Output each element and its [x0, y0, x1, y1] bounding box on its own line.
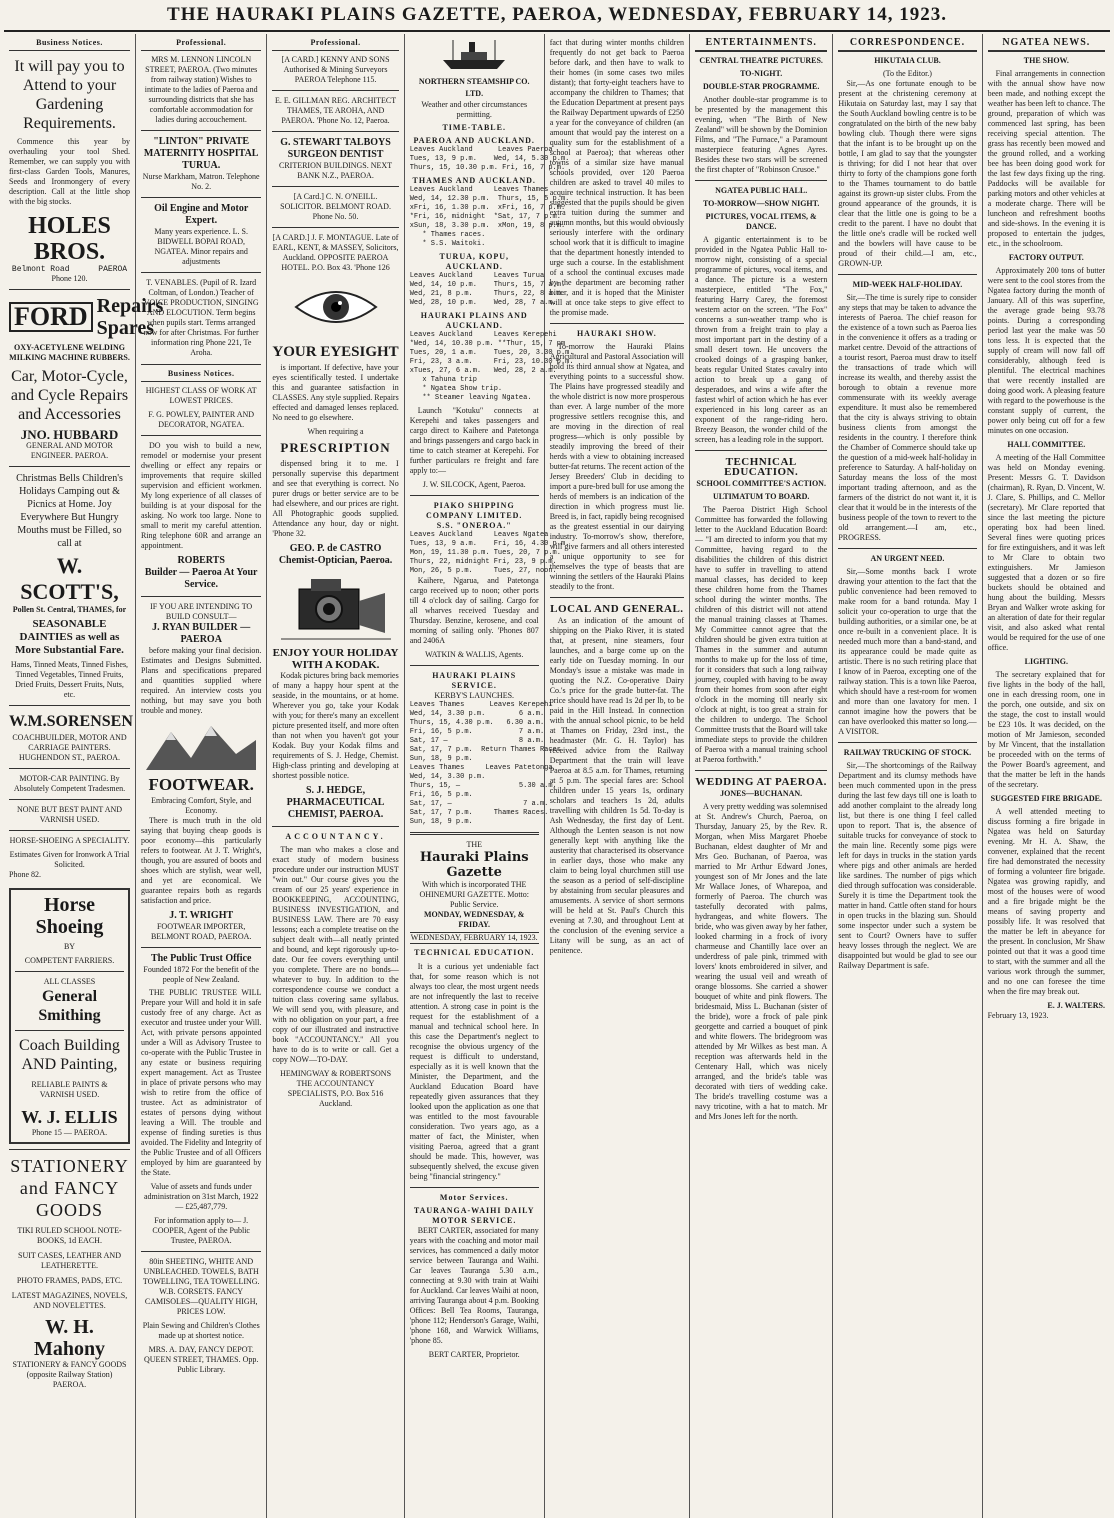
oneroa-rows: [409, 531, 570, 576]
steamship-company: NORTHERN STEAMSHIP CO. LTD.: [418, 77, 530, 98]
show-night: TO-MORROW—SHOW NIGHT.: [702, 199, 820, 208]
urgent-need-body: Sir,—Some months back I wrote drawing your attention to the fact that the public convenience had been removed to make room for a band rotunda. May I solicit your co-operation to urge that the building authorities, or a similar one, be at once re-built in a convenient place. It is needed much more than a band-stand, and its appearance could be made quite as artistic. There is no such retiring place that I know of in Paeroa, excepting one of the railway station. This is a town like Paeroa, which should have a rest-room for women and more than one lavatory for men. I cannot imagine how the powers that be can have overlooked this matter so long.—A VISITOR.: [838, 567, 977, 736]
route3-rows: [409, 272, 566, 308]
hikutaia-club-body: Sir,—As one fortunate enough to be present at the christening ceremony at Hikutaia on Saturday last, may I say that the South Auckland bowling centre is to be congratulated on the birth of the new baby bowling club. Though there were signs that the infant is to be brought up on the bottle, I am glad to say that the youngster is thriving; for did I not hear that over thirty to forty of the champions gone forth to the Thames tournament to do battle against its grown-up sister clubs. From the ground appearance of the grounds, it is clear that the little one is going to be a credit to the parent. I have no doubt that the little one's cradle will be rocked well and the bowlers will have cause to be proud of their child.—I am, etc., GROWN-UP.: [838, 79, 977, 268]
ryan-intro: IF YOU ARE INTENDING TO BUILD CONSULT—: [150, 602, 253, 621]
ellis-name: W. J. ELLIS: [21, 1107, 118, 1127]
divider: [141, 272, 261, 273]
committee-action: SCHOOL COMMITTEE'S ACTION.: [696, 479, 826, 488]
holes-bros-phone: Phone 120.: [51, 274, 88, 283]
footwear-body: There is much truth in the old saying that buying cheap goods is poor economy—this particularly refers to footwear. At J. T. Wright's, though, you are assured of boots and shoes which are stylish, wear well, and yet are economical. We guarantee repairs both as regards satisfaction and price.: [141, 816, 262, 905]
divider: [9, 705, 130, 706]
timetable-row: Mon, 19, 11.30 p.m. Tues, 20, 7 p.m.: [409, 549, 561, 557]
divider: [838, 742, 976, 743]
timetable-row: Wed, 14, 3.30 p.m. 6 a.m.: [409, 710, 545, 718]
scott-seasonable: SEASONABLE DAINTIES as well as More Substantial Fare.: [15, 618, 124, 656]
gazette-nameplate: Hauraki Plains Gazette: [419, 850, 529, 880]
timetable-row: xFri, 16, 1.30 p.m. xFri, 16, 7 p.m.: [409, 204, 566, 212]
lighting-title: LIGHTING.: [1024, 657, 1068, 666]
divider: [141, 947, 261, 948]
divider: [141, 1251, 261, 1252]
hedge-name: S. J. HEDGE, PHARMACEUTICAL CHEMIST, PAEROA.: [286, 785, 385, 820]
half-holiday-title: MID-WEEK HALF-HOLIDAY.: [852, 280, 963, 289]
divider: [141, 130, 261, 131]
divider: [272, 186, 398, 187]
divider: [9, 799, 130, 800]
dateline: February 13, 1923.: [987, 1011, 1049, 1020]
steamship-icon: [439, 38, 509, 72]
ellis-ad: [9, 888, 130, 1144]
timetable-row: Fri, 16, 5 p.m.: [409, 791, 473, 799]
scott-hams: Hams, Tinned Meats, Tinned Fishes, Tinned Vegetables, Tinned Fruits, Dried Fruits, Dessert Fruits, Nuts, etc.: [10, 660, 129, 699]
pictures-body: A gigantic entertainment is to be provided in the Ngatea Public Hall to-morrow night, consisting of a special programme of pictures, vocal items, and a dance. The picture is a western masterpiece, entitled "The Fox," featuring Harry Carey, the foremost western actor on the screen. "The Fox" concerns a sun-weather tramp who is thrown from a freight train to play a most important part in the destiny of a small desert town. He uncovers the crooked doings of a grasping banker, beats regular United States cavalry into action to break up a gang of desperadoes, and wins a wife after the fastest whirl of action which he has ever experienced in his long career as an exponent of the range-riding hero. Breezy Beason, the wonder child of the screen, has a leading role in the support.: [695, 235, 828, 444]
carter-proprietor: BERT CARTER, Proprietor.: [428, 1350, 520, 1359]
signature: E. J. WALTERS.: [1047, 1001, 1105, 1010]
gazette-date: WEDNESDAY, FEBRUARY 14, 1923.: [410, 933, 538, 942]
footwear-sub: Embracing Comfort, Style, and Economy.: [151, 796, 252, 815]
timetable-row: *Fri, 16, midnight *Sat, 17, 7 p.m.: [409, 213, 561, 221]
general-smithing: General Smithing: [38, 988, 101, 1024]
eye-icon: [291, 277, 381, 337]
column-professional-2: [267, 34, 404, 1518]
roberts-builder: Builder — Paeroa At Your Service.: [144, 567, 258, 590]
route4-rows: [409, 331, 574, 403]
divider: [838, 548, 976, 549]
accountancy-body: The man who makes a close and exact study of modern business procedure under our instruction MUST "win out." Our course gives you the cream of our 25 years' experience in BOOKKEEPING, ACCOUNTING, BUSINESS INVESTIGATION, and BUSINESS LAW. There are 70 easy lessons; each a complete treatise on the subject dealt with—all neatly printed and bound, and kept rigorously up-to-date. Our fee covers everything until you complete. There are no bonds—whatever to buy. In addition to the correspondence course we conduct a tuition class covering same syllabus. We will send you, with pleasure, and with no obligation on your part, a free copy of our illustrated and instructive book "ACCOUNTANCY." All you have to do is to write or call. Get a copy NOW—TO-DAY.: [272, 845, 399, 1064]
to-editor: (To the Editor.): [882, 69, 932, 78]
ford-logo: FORD: [9, 302, 93, 332]
ryan-body: before making your final decision. Estimates and Designs Submitted. Plans and specifications prepared and quantities supplied where required. An interview costs you nothing, but may save you both trouble and money.: [141, 646, 262, 715]
route-thames-auckland: THAMES AND AUCKLAND.: [412, 176, 536, 185]
ironwork: Estimates Given for Ironwork A Trial Solicited.: [9, 850, 130, 869]
mahony-name: W. H. Mahony: [33, 1316, 106, 1360]
mountain-scene-icon: [146, 720, 256, 770]
gazette-days: MONDAY, WEDNESDAY, & FRIDAY.: [423, 910, 525, 929]
correspondence-header: CORRESPONDENCE.: [838, 38, 976, 52]
divider: [695, 180, 827, 181]
kodak-illustration: [272, 571, 398, 643]
fire-brigade-body: A well attended meeting to discuss forming a fire brigade in Ngatea was held on Saturday evening. Mr H. A. Shaw, the convener, explained that the recent fire had demonstrated the necessity of forming a volunteer fire brigade. Ngatea was growing rapidly, and most of the houses were of wood and a fire brigade might be the means of saving property and possibly life. It was resolved that the matter be left in abeyance for the present. In conclusion, Mr Shaw pointed out that it was a good time to start, with the summer and all the various work through the summer, and no one can foresee the time when the fire may break out.: [987, 807, 1105, 996]
bidwell-ad: Many years experience. L. S. BIDWELL BOPAI ROAD, NGATEA. Minor repairs and adjustments: [154, 227, 248, 266]
factory-output-body: Approximately 200 tons of butter were sent to the cool stores from the Ngatea factory during the month of January. All of this was superfine, the average grade being 93.78 points. During a corresponding period last year the make was 50 tons less. It is expected that the supply of cream will now fall off considerably, although feed is plentiful. The electrical machines that were recently installed are doing good work. A pleasing feature with regard to the powerhouse is the constant supply of current, the power only being cut off for a few minutes on one occasion.: [987, 266, 1105, 435]
timetable-row: Sat, 17 — 8 a.m.: [409, 737, 545, 745]
kerby-rows: [409, 701, 561, 827]
editorial-body: It is a curious yet undeniable fact that, for some reason which is not always too clear, the most urgent needs are not infrequently the last to receive attention. A strong case in point is the request for the establishment of a manual and technical school here. In this case the Department's neglect to recognise the obvious urgency of the request is difficult to understand, especially as it is well known that the Minister, the Department, and the Auckland Education Board have repeatedly given assurances that they looked upon the application as one that was entitled to the most favourable consideration. Two years ago, as a matter of fact, the Minister, when visiting Paeroa, agreed that a grant should be made. This, however, was subsequently shelved, the excuse given being "financial stringency.": [409, 962, 539, 1181]
divider: [9, 289, 130, 290]
wright-sub: FOOTWEAR IMPORTER, BELMONT ROAD, PAEROA.: [150, 922, 252, 941]
garden-promo-body: Commence this year by overhauling your tool Shed. Remember, we can supply you with first-class Garden Tools, Manures, Seeds and Ironmongery of every description. Call at the little shop with the big stocks.: [9, 137, 130, 206]
hauraki-show-body: To-morrow the Hauraki Plains Agricultural and Pastoral Association will hold its third annual show at Ngatea, and everything points to a successful show. The Plains have progressed steadily and the whole district is now more prosperous than ever. A large number of the more progressive settlers recognise this, and are moving in the direction of real progress—which is only possible by steadily improving the breed of their herds with a view to obtaining increased butter-fat returns. The recent action of the Jersey Breeders' Club in deciding to import a pure-bred bull for use among the herds of members is an indication of the direction in which progress must lie. Breed is, in fact, rapidly being recognised as the greatest essential in our dairying industry. To-morrow's show, therefore, will give farmers and all others interested a unique opportunity to see for themselves the type of beasts that are winning the settlers of the Hauraki Plains steadily to the front.: [549, 342, 685, 591]
masthead: THE HAURAKI PLAINS GAZETTE, PAEROA, WEDNESDAY, FEBRUARY 14, 1923.: [4, 0, 1110, 32]
route2-rows: [409, 186, 570, 249]
timetable-row: Fri, 16, 5 p.m. 7 a.m.: [409, 728, 545, 736]
divider: [550, 323, 684, 324]
montague-ad: [A CARD.] J. F. MONTAGUE. Late of EARL, KENT, & MASSEY, Solicitors, Auckland. OPPOSITE PAEROA HOTEL. P.O. Box 43. 'Phone 126: [272, 233, 399, 272]
oxy-welding: OXY-ACETYLENE WELDING MILKING MACHINE RUBBERS.: [9, 343, 130, 362]
hauraki-show-title: HAURAKI SHOW.: [576, 329, 657, 338]
route1-rows: [409, 146, 570, 173]
timetable-row: Thurs, 22, midnight Fri, 23, 9 p.m.: [409, 558, 557, 566]
tonight-label: TO-NIGHT.: [740, 69, 783, 78]
timetable-row: Sun, 18, 9 p.m.: [409, 818, 473, 826]
timetable-row: Leaves Thames Leaves Kerepehi: [409, 701, 553, 709]
section-header: Business Notices.: [9, 34, 130, 51]
kodak-body: Kodak pictures bring back memories of many a happy hour spent at the seaside, in the mountains, or at home. Wherever you go, take your Kodak with you; for there's many an excellent picture presented itself, and more often than not when you haven't got your Kodak. Buy your Kodak films and requirements of S. J. Hedge, Chemist. High-class printing and developing at shortest possible notice.: [272, 671, 399, 780]
tauranga-body: BERT CARTER, associated for many years with the coaching and motor mail services, has commenced a daily motor service between Tauranga and Waihi. Car leaves Tauranga 5.30 a.m., connecting at 9.30 with train at Waihi for Auckland. Car leaves Waihi at noon, arriving Tauranga about 4 p.m. Booking Offices: Bell Tea Rooms, Tauranga, 'phone 112; Henderson's Garage, Waihi, 'phone 168, and Warwick Williams, 'phone 85.: [409, 1226, 539, 1345]
footwear-illustration: [141, 720, 261, 770]
hall-committee-body: A meeting of the Hall Committee was held on Monday evening. Present: Messrs G. T. Davidson (chairman), R. Ryan, D. Vincent, W. J. Clare, S. Phillips, and C. Mellor (secretary). Mr Clare reported that since the last meeting the picture operating box had been lined. Several fines were quoting prices for fire extinguishers, and it was left to Mr Clare to obtain two extinguishers. Mr Jamieson suggested that a dozen or so fire buckets should be obtained and hung about the building. Messrs Bryan and Walker wrote asking for an alteration of date for their regular visit, and also asked what rental would be required for the use of one office.: [987, 453, 1105, 652]
oneroa-title: S.S. "ONEROA.": [436, 521, 512, 530]
criterion-buildings: CRITERION BUILDINGS. NEXT BANK N.Z., PAEROA.: [278, 161, 393, 180]
eyesight-body: is important. If defective, have your eyes scientifically tested. I undertake this and guarantee satisfaction in CLASSES. Any style supplied. Repairs effected and damaged lenses replaced. No need to go elsewhere.: [272, 363, 399, 422]
timetable-row: Leaves Auckland Leaves Turua: [409, 272, 545, 280]
divider: [695, 450, 827, 451]
accountancy-title: ACCOUNTANCY.: [285, 832, 386, 841]
competent-farriers: COMPETENT FARRIERS.: [24, 956, 115, 965]
timetable-row: x Tahuna trip: [409, 376, 477, 384]
timetable-row: Thurs, 15, 4.30 p.m. 6.30 a.m.: [409, 719, 545, 727]
day-ad: MRS. A. DAY, FANCY DEPOT. QUEEN STREET, THAMES. Opp. Public Library.: [144, 1345, 259, 1374]
ford-spares: Spares: [96, 317, 155, 339]
public-trust-title: The Public Trust Office: [150, 953, 252, 964]
double-star-title: DOUBLE-STAR PROGRAMME.: [703, 82, 820, 91]
linton-sub: Nurse Markham, Matron. Telephone No. 2.: [142, 172, 260, 191]
holes-bros-name: HOLES BROS.: [28, 213, 111, 265]
reliable-paints: RELIABLE PAINTS & VARNISH USED.: [31, 1080, 108, 1099]
oil-engine-title: Oil Engine and Motor Expert.: [154, 203, 249, 226]
motor-services-header: Motor Services.: [439, 1193, 509, 1202]
phone-82: Phone 82.: [9, 870, 41, 879]
timetable-row: Wed, 14, 12.30 p.m. Thurs, 15, 5 p.m.: [409, 195, 570, 203]
powley-ad: F. G. POWLEY, PAINTER AND DECORATOR, NGATEA.: [148, 410, 255, 429]
route-paeroa-auckland: PAEROA AND AUCKLAND.: [413, 136, 535, 145]
column-professional: [136, 34, 267, 1518]
timetable-row: *Wed, 14, 10.30 p.m. **Thur, 15, 7 pm: [409, 340, 566, 348]
prescription-title: PRESCRIPTION: [280, 440, 391, 455]
footwear-title: FOOTWEAR.: [148, 775, 254, 794]
camera-icon: [281, 571, 391, 643]
timetable-row: Leaves Auckland Leaves Thames: [409, 186, 549, 194]
divider: [15, 971, 124, 972]
railway-trucking-title: RAILWAY TRUCKING OF STOCK.: [843, 748, 972, 757]
divider: [410, 665, 539, 666]
divider: [15, 1030, 124, 1031]
timetable-row: ** Steamer leaving Ngatea.: [409, 394, 532, 402]
divider: [9, 768, 130, 769]
eyesight-title: YOUR EYESIGHT: [272, 344, 399, 360]
timetable-row: Sat, 17, 7 p.m. Thames Races.: [409, 809, 549, 817]
divider: [410, 495, 539, 496]
sheeting-ad: 80in SHEETING, WHITE AND UNBLEACHED. TOWELS, BATH TOWELLING, TEA TOWELLING. W.B. CORSETS. FANCY CAMISOLES—QUALITY HIGH, PRICES LOW.: [142, 1257, 260, 1316]
divider: [141, 596, 261, 597]
divider: [9, 466, 130, 467]
column-correspondence: [833, 34, 982, 1518]
section-header: Business Notices.: [141, 364, 261, 382]
kodak-title: ENJOY YOUR HOLIDAY WITH A KODAK.: [272, 647, 399, 671]
launch-note: Launch "Kotuku" connects at Kerepehi and takes passengers and cargo direct to Kaihere and Patetonga and brings passengers and cargo back in time to catch steamer at Kerepehi. For further particulars re freight and fare apply to:—: [409, 406, 539, 475]
by-label: BY: [63, 942, 76, 951]
timetable-row: Fri, 23, 3 a.m. Fri, 23, 10.30 p.m.: [409, 358, 574, 366]
timetable-row: * Ngatea Show trip.: [409, 385, 503, 393]
gazette-sub: With which is incorporated THE OHINEMURI GAZETTE. Motto: Public Service.: [419, 880, 529, 909]
latest-magazines: LATEST MAGAZINES, NOVELS, AND NOVELETTES.: [11, 1291, 128, 1310]
divider: [272, 131, 398, 132]
public-trust-body: THE PUBLIC TRUSTEE WILL Prepare your Will and hold it in safe custody free of any charge. Act as executor and trustee under your Will. Act, with private persons appointed under a Will as Advisory Trustee to co-operate with the Public Trustee in any estate or business requiring expert management. Act as Trustee in place of private persons who may wish to retire from the office of trustee. Act as administrator of estates of persons dying without leaving a Will. The trouble and expense of finding sureties is thus avoided. The Fidelity and Integrity of the Public Trustee and of all Officers employed by him are guaranteed by the State.: [141, 988, 262, 1177]
timetable-title: TIME-TABLE.: [442, 123, 506, 132]
wedding-title: WEDDING AT PAEROA.: [695, 776, 827, 788]
divider: [272, 826, 398, 827]
column-business-notices: [4, 34, 164, 1518]
kenny-ad: [A CARD.] KENNY AND SONS Authorised & Mining Surveyors PAEROA Telephone 115.: [281, 55, 390, 84]
sorensen-name: W.M.SORENSEN: [9, 713, 133, 730]
coach-building: Coach Building AND Painting,: [19, 1037, 120, 1073]
plain-sewing: Plain Sewing and Children's Clothes made up at shortest notice.: [142, 1321, 260, 1340]
ship-illustration: [410, 38, 539, 72]
show-body: Final arrangements in connection with the annual show have now been made, and nothing except the weather has been left to chance. The ground, preparation of which was commenced last spring, has been receiving special attention. The grass has recently been mowed and the ground rolled, and a working bee has been doing good work for the last few days fixing up the ring. Paddocks will be available for parking motors and other vehicles at a moderate charge. There will be luncheon and refreshment booths and side-shows. In the evening it is proposed to entertain the judges, etc., in the schoolroom.: [987, 69, 1105, 248]
timetable-row: Wed, 14, 3.30 p.m.: [409, 773, 486, 781]
ford-repairs: Repairs: [96, 295, 164, 317]
weather-note: Weather and other circumstances permitting.: [421, 100, 528, 119]
ngatea-news-header: NGATEA NEWS.: [988, 38, 1105, 52]
hikutaia-club-title: HIKUTAIA CLUB.: [874, 56, 941, 65]
columns: [4, 34, 1110, 1518]
oneroa-body: Kaihere, Ngarua, and Patetonga cargo received up to noon; other ports till 4 o'clock day of sailing. Cargo for all wharves received Tuesday and Thursday. Benzine, kerosene, and coal morning of sailing only. 'Phones 807 and 2406A: [409, 576, 539, 645]
pictures-title: PICTURES, VOCAL ITEMS, & DANCE.: [705, 212, 817, 231]
ryan-name: J. RYAN BUILDER — PAEROA: [152, 622, 251, 645]
ford-ad: [9, 295, 164, 339]
divider: [410, 832, 539, 835]
xmas-promo: Christmas Bells Children's Holidays Camping out & Picnics at Home. Joy Everywhere But Hungry Mouths must be Filled, so call at: [16, 473, 123, 549]
wedding-body: A very pretty wedding was solemnised at St. Andrew's Church, Paeroa, on Thursday, January 25, by the Rev. R. Morgan, when Miss Margaret Phoebe Buchanan, eldest daughter of Mr and Mrs Geo. Buchanan, of Paeroa, was married to Mr Arthur Edward Jones, youngest son of Mr Jones and the late Mr Wallace Jones, of Wharepoa, and formerly of Paeroa. The church was tastefully decorated with palms, hydrangeas, and white flowers. The bride, who was given away by her father, looked charming in a frock of ivory charmeuse and Chantilly lace over an underdress of pale pink, trimmed with lovers' knots embroidered in silver, and wearing the usual veil and wreath of orange blossoms. She carried a shower bouquet of white and pink flowers. The bridesmaid, Miss L. Buchanan (sister of the bride), wore a frock of pale pink georgette and carried a bouquet of pink and white flowers. The bridegroom was attended by Mr Wilkes as best man. A reception was afterwards held in the Centenary Hall, which was nicely arranged, and the bride's table was decorated with tiers of wedding cake. The bride's travelling costume was a navy tricotine, with a hat to match. Mr and Mrs Jones left for the north.: [695, 802, 828, 1121]
cooper-agent: For information apply to— J. COOPER, Agent of the Public Trustee, PAEROA.: [152, 1216, 250, 1245]
half-holiday-body: Sir,—The time is surely ripe to consider any steps that may be taken to advance the interests of Paeroa. The chief reason for the existence of a town such as Paeroa lies in the convenience it offers as a trading or market centre. Devoid of the attractions of a tourist resort, Paeroa must draw to itself the transactions of trade which will increase its wealth, and thereby assist the borough to obtain a revenue more commensurate with its weekly average expenditure. It must also be remembered that the city is always striving to obtain business clients from amongst the residents in the country. I therefore think the Chamber of Commerce should take up the question of a mid-week half-holiday in preference to Saturday. A half-holiday on Saturday means the loss of the most important trading afternoon, and as the farmers of the district do not want it, it is clear that it would be in the interests of the business people of the town to revert to the old arrangement.—I am, etc., PROGRESS.: [838, 293, 977, 542]
timetable-row: Sun, 18, 9 p.m.: [409, 755, 473, 763]
timetable-row: Leaves Auckland Leaves Kerepehi: [409, 331, 557, 339]
divider: [141, 197, 261, 198]
section-header: Professional.: [272, 34, 398, 51]
route-turua-kopu: TURUA, KOPU, AUCKLAND.: [439, 252, 509, 271]
double-star-body: Another double-star programme is to be presented by the management this evening, when "The Birth of New Zealand" will be shown by the Dominion Films, and "The Furnace," a Paramount masterpiece featuring Agnes Ayres. Besides these two stars will be screened the first chapter of "Robinson Crusoe.": [695, 95, 828, 174]
divider: [410, 1187, 539, 1188]
highest-class: HIGHEST CLASS OF WORK AT LOWEST PRICES.: [145, 386, 257, 405]
entertainments-header: ENTERTAINMENTS.: [695, 38, 827, 52]
ultimatum: ULTIMATUM TO BOARD.: [712, 492, 810, 501]
timetable-row: * S.S. Waitoki.: [409, 240, 486, 248]
timetable-row: * Thames races.: [409, 231, 486, 239]
local-general-title: LOCAL AND GENERAL.: [550, 603, 684, 615]
timetable-row: Tues, 13, 9 a.m. Fri, 16, 4.30 p.m.: [409, 540, 570, 548]
roberts-name: ROBERTS: [177, 555, 225, 566]
wright-name: J. T. WRIGHT: [169, 910, 234, 921]
timetable-row: Thurs, 15, — 5.30 a.m.: [409, 782, 557, 790]
scott-address: Pollen St. Central, THAMES, for: [12, 605, 127, 614]
mahony-sub: STATIONERY & FANCY GOODS (opposite Railway Station) PAEROA.: [12, 1360, 127, 1389]
column-ngatea-news: [983, 34, 1110, 1518]
route-hauraki: HAURAKI PLAINS AND AUCKLAND.: [420, 311, 528, 330]
divider: [695, 770, 827, 771]
tauranga-service-title: TAURANGA-WAIHI DAILY MOTOR SERVICE.: [413, 1206, 535, 1225]
timetable-row: xTues, 27, 6 a.m. Wed, 28, 2 a.m.: [409, 367, 557, 375]
railway-trucking-body: Sir,—The shortcomings of the Railway Department and its clumsy methods have been much commented upon in the press during the last few days till one is loath to add another complaint to the already long list, but there is one thing I feel called upon to report. That is, the absence of suitable trucks for conveyance of stock to the main line. Recently some pigs were left for days in trucks in the station yards where pigs and other animals are herded like sardines. The number of pigs which died through suffocation was considerable. Surely it is time the Department took the matter in hand. Cattle often stand for hours in open trucks in the blazing sun. Should some inspector under such a system be sent to Court? Owners have to suffer heavy losses through the neglect. We are disappointed but would be glad to see our Railway Department is safe.: [838, 761, 977, 970]
timetable-row: Sat, 17, 7 p.m. Return Thames Races: [409, 746, 561, 754]
all-classes: ALL CLASSES: [43, 977, 96, 986]
hubbard-sub: GENERAL AND MOTOR ENGINEER. PAEROA.: [26, 441, 113, 460]
timetable-row: Leaves Auckland Leaves Paeroa: [409, 146, 553, 154]
when-requiring: When requiring a: [307, 427, 364, 436]
eyesight-illustration: [272, 277, 398, 337]
timetable-row: xSun, 18, 3.30 p.m. xMon, 19, 8 p.m.: [409, 222, 566, 230]
editorial-title: TECHNICAL EDUCATION.: [414, 948, 535, 957]
divider: [272, 227, 398, 228]
garden-promo: It will pay you to Attend to your Gardening Requirements.: [14, 58, 125, 132]
wedding-names: JONES—BUCHANAN.: [720, 789, 803, 798]
lighting-body: The secretary explained that for five lights in the body of the hall, one in each dressing room, one in the porch, one outside, and six on the stage, the cost to install would be £23 10s. It was decided, on the motion of Mr Jamieson, seconded by Mr Vincent, that the installation be proceeded with on the terms of the Power Board's agreement, and that the matter be left in the hands of the secretary.: [987, 670, 1105, 789]
timetable-row: Tues, 13, 9 p.m. Wed, 14, 5.30 p.m.: [409, 155, 570, 163]
car-repairs: Car, Motor-Cycle, and Cycle Repairs and Accessories: [10, 368, 129, 423]
timetable-row: Wed, 14, 10 p.m. Thurs, 15, 7 a.m.: [409, 281, 566, 289]
ellis-phone: Phone 15 — PAEROA.: [31, 1128, 108, 1137]
venables-ad: T. VENABLES. (Pupil of R. Izard Coltman, of London.) Teacher of VOICE PRODUCTION, SINGING AND ELOCUTION. Term begins when pupils start. Terms arranged now for after Christmas. For further information ring Phone 221, Te Aroha.: [143, 278, 259, 357]
castro-name: GEO. P. de CASTRO Chemist-Optician, Paeroa.: [278, 543, 393, 566]
best-paint: NONE BUT BEST PAINT AND VARNISH USED.: [16, 805, 123, 824]
divider: [9, 830, 130, 831]
suit-cases: SUIT CASES, LEATHER AND LEATHERETTE.: [18, 1251, 121, 1270]
timetable-row: Wed, 28, 10 p.m. Wed, 28, 7 a.m.: [409, 299, 557, 307]
horse-shoeing-title: Horse Shoeing: [35, 894, 104, 938]
urgent-need-title: AN URGENT NEED.: [870, 554, 945, 563]
section-header: Professional.: [141, 34, 261, 51]
gillman-ad: E. E. GILLMAN REG. ARCHITECT THAMES, TE AROHA, AND PAEROA. 'Phone No. 12, Paeroa.: [274, 96, 397, 125]
timetable-row: Sat, 17, — 7 a.m.: [409, 800, 549, 808]
builder-body: DO you wish to build a new, remodel or modernise your present dwelling or effect any repairs or improvements that require skilled supervision and efficient workmen. My long experience of all classes of building is at your disposal for the asking. No work too large. None to small to merit my careful attention. Ring telephone 60R and arrange an appointment.: [141, 441, 262, 550]
technical-education-title: TECHNICAL EDUCATION.: [724, 456, 799, 478]
gazette-the: THE: [466, 840, 482, 849]
hubbard-name: JNO. HUBBARD: [20, 427, 119, 442]
editorial-continued: fact that during winter months children frequently do not get back to Paeroa before dark, and then have to walk to their homes (in some cases two miles distant); that forty-eight teachers have to accompany the children to Thames; that the Education Department at present pays the Railway Department upwards of £250 a year for the conveyance of children (an amount that would pay the interest on a quality sum for the establishment of a school at Paeroa); that whereas other towns of a similar size have manual schools provided, over 120 Paeroa children are asked to travel 40 miles to acquire technical instruction. It has been suggested that the pupils should be given extra tuition during the summer and autumn months, but this would obviously seriously interfere with the ordinary school work that it is difficult to imagine that the department honestly intended to urge such a course. In the establishment of a school the continual excuses made by the department are becoming rather bitter, and it is hoped that the Minister will at once take steps to give effect to the promise made.: [549, 38, 685, 317]
public-trust-sub: Founded 1872 For the benefit of the people of New Zealand.: [143, 965, 259, 984]
local-general-body: As an indication of the amount of shipping on the Piako River, it is stated that, at present, nine steamers, four launches, and a barge come up on the early tide on Tuesday morning. In our Monday's issue a mistake was made in quoting the N.Z. Co-operative Dairy Co.'s price for the grade butter-fat. The price should have read 1s 2d per lb, to be paid in the Hill Instead. In connection with the annual school picnic, to be held at Thames on Friday, 23rd inst., the headmaster (Mr. G. H. Taylor) has received advice from the Railway Department that the train will leave Paeroa at 8.5 a.m. for Thames, returning at 5 p.m. The special fares are: School children under 15 years 1s, ordinary scholars and teachers 1s 2d, adults travelling with children 1s 5d. To-day is Ash Wednesday, the first day of Lent. Although the Lenten season is not now generally kept with anything like the austerity that characterised its observance in earlier days, those who make any claim to being loyal churchmen still use the season as a period of self-discipline by abstaining from secular pleasures and amusements. A service of short sermons will be held at St. Paul's Church this evening at 7.30, and throughout Lent at the conclusion of the evening service a Litany will be sung, as an act of penitence.: [549, 616, 685, 955]
show-title: THE SHOW.: [1023, 56, 1069, 65]
column-editorial: [545, 34, 690, 1518]
divider: [9, 1149, 130, 1150]
timetable-row: Thurs, 15, 10.30 p.m. Fri, 16, 7 p.m.: [409, 164, 566, 172]
linton-hospital: "LINTON" PRIVATE MATERNITY HOSPITAL TURUA.: [143, 136, 259, 171]
divider: [550, 597, 684, 598]
oneill-ad: [A Card.] C. N. O'NEILL. SOLICITOR. BELMONT ROAD. Phone No. 50.: [280, 192, 391, 221]
hall-committee-title: HALL COMMITTEE.: [1007, 440, 1086, 449]
kerby-launches: KERBY'S LAUNCHES.: [434, 691, 515, 700]
silcock-agent: J. W. SILCOCK, Agent, Paeroa.: [422, 480, 526, 489]
hauraki-service: HAURAKI PLAINS SERVICE.: [432, 671, 517, 690]
motor-painting: MOTOR-CAR PAINTING. By Absolutely Competent Tradesmen.: [13, 774, 126, 793]
column-shipping: [405, 34, 574, 1518]
factory-output-title: FACTORY OUTPUT.: [1008, 253, 1084, 262]
sorensen-sub: COACHBUILDER, MOTOR AND CARRIAGE PAINTERS. HUGHENDON ST., PAEROA.: [12, 733, 127, 762]
watkin-agents: WATKIN & WALLIS, Agents.: [425, 650, 524, 659]
timetable-row: Leaves Auckland Leaves Ngatea: [409, 531, 549, 539]
divider: [141, 435, 261, 436]
lennon-ad: MRS M. LENNON LINCOLN STREET, PAEROA. (Two minutes from railway station) Wishes to intimate to the ladies of Paeroa and surrounding districts that she has comfortable accommodation for ladies during accouchement.: [144, 55, 258, 124]
divider: [272, 90, 398, 91]
horse-speciality: HORSE-SHOEING A SPECIALITY.: [9, 836, 130, 845]
holes-bros-address: Belmont Road PAEROA: [11, 265, 128, 274]
hemingway-ad: HEMINGWAY & ROBERTSONS THE ACCOUNTANCY SPECIALISTS, P.O. Box 516 Auckland.: [280, 1069, 392, 1108]
timetable-row: Tues, 20, 1 a.m. Tues, 20, 3.30 p.m.: [409, 349, 574, 357]
timetable-row: Leaves Thames Leaves Patetonga: [409, 764, 553, 772]
photo-frames: PHOTO FRAMES, PADS, ETC.: [16, 1276, 123, 1285]
technical-education-body: The Paeroa District High School Committee has forwarded the following letter to the Auckland Education Board:— "I am directed to inform you that my Committee, having regard to the disabilities the children of this district have to suffer in travelling to attend manual classes, has decided to keep these children home from the Thames school during the winter months. The children of this district will not attend the manual training classes at Thames. My Committee cannot agree that the children should be given extra tuition at Thames in the summer and autumn months to make up for the loss of time, for it considers that such a long railway journey, coupled with having to be away from their homes from soon after eight o'clock in the morning till nearly six o'clock at night, is too great a strain for the children to undergo. The School Committee trusts that the Board will take immediate steps to provide the children of Paeroa with a manual training school at Paeroa forthwith.": [695, 505, 828, 764]
tiki-notebooks: TIKI RULED SCHOOL NOTE-BOOKS, 1d EACH.: [17, 1226, 122, 1245]
timetable-row: Wed, 21, 8 p.m. Thurs, 22, 8 a.m.: [409, 290, 566, 298]
public-trust-assets: Value of assets and funds under administration on 31st March, 1922— £25,487,779.: [143, 1182, 259, 1211]
ngatea-hall: NGATEA PUBLIC HALL.: [715, 186, 808, 195]
central-theatre: CENTRAL THEATRE PICTURES.: [699, 56, 823, 65]
stationery-title: STATIONERY and FANCY GOODS: [10, 1156, 129, 1220]
timetable-row: Mon, 26, 5 p.m. Tues, 27, noon.: [409, 567, 557, 575]
piako-shipping: PIAKO SHIPPING COMPANY LIMITED.: [425, 501, 523, 520]
fire-brigade-title: SUGGESTED FIRE BRIGADE.: [990, 794, 1102, 803]
prescription-body: dispensed bring it to me. I personally supervise this department and see that everything is correct. No purer drugs or better service are to be had elsewhere, and our prices are right. All Photographic goods supplied. Attendance any hour, day or night. 'Phone 32.: [272, 459, 399, 538]
scott-name: W. SCOTT'S,: [20, 553, 119, 604]
divider: [838, 274, 976, 275]
talboys-name: G. STEWART TALBOYS SURGEON DENTIST: [280, 137, 391, 160]
column-entertainments: [690, 34, 833, 1518]
